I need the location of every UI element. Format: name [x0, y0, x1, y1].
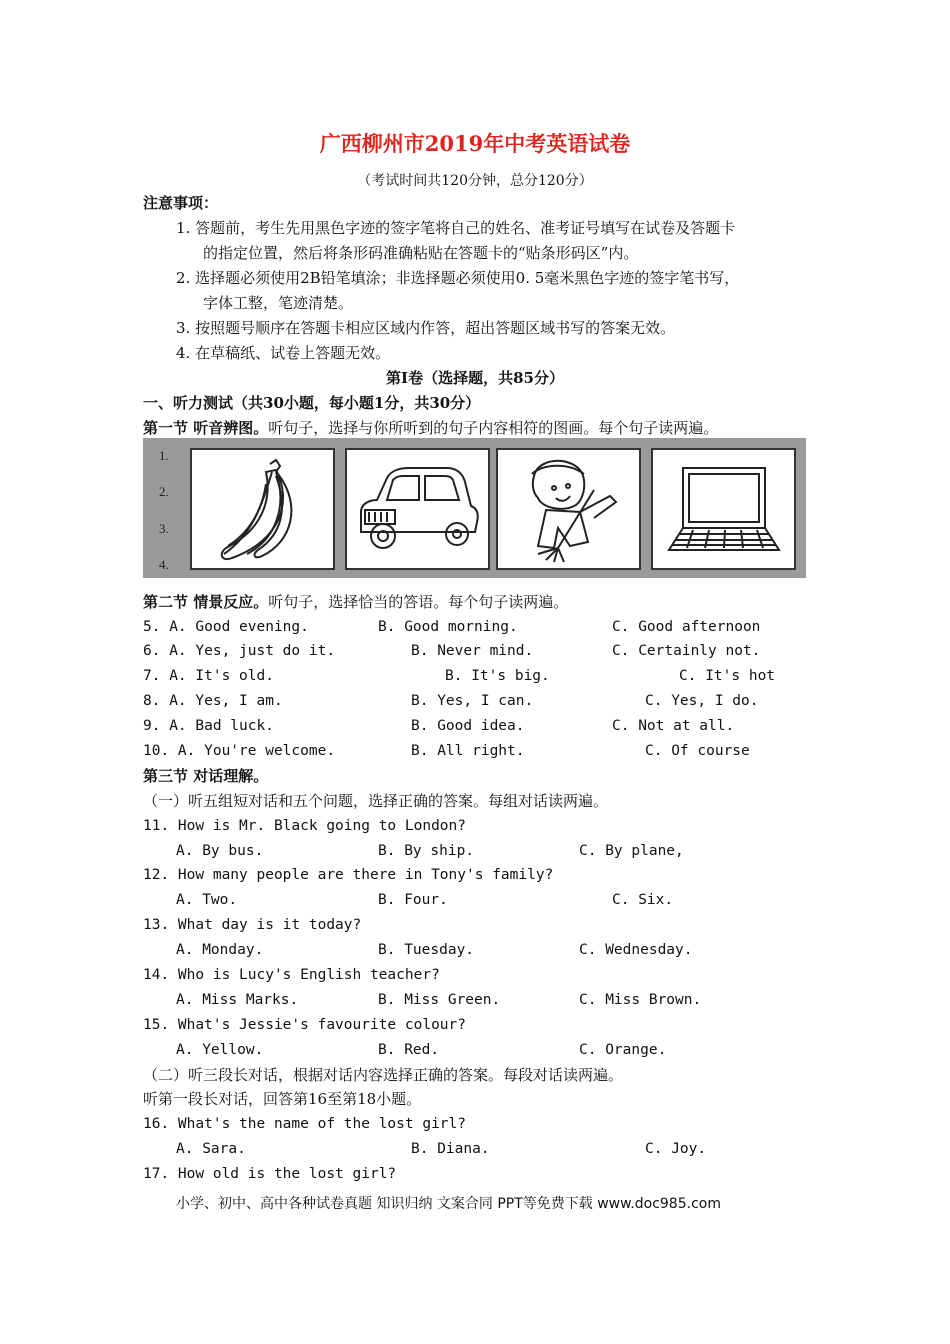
- car-icon: [347, 450, 488, 568]
- sub-part-2-instructions: （二）听三段长对话，根据对话内容选择正确的答案。每段对话读两遍。: [143, 1066, 624, 1084]
- q16-option-a: A. Sara.: [176, 1141, 246, 1157]
- q8-option-b: B. Yes, I can.: [411, 693, 534, 709]
- q13-option-a: A. Monday.: [176, 942, 264, 958]
- q7-option-b: B. It's big.: [445, 668, 550, 684]
- q5-option-c: C. Good afternoon: [612, 619, 761, 635]
- q11-option-b: B. By ship.: [378, 843, 475, 859]
- notice-item: 1. 答题前，考生先用黑色字迹的签字笔将自己的姓名、准考证号填写在试卷及答题卡: [176, 219, 736, 237]
- q10-option-c: C. Of course: [645, 743, 750, 759]
- exam-title: 广西柳州市2019年中考英语试卷: [319, 131, 631, 156]
- notice-item: 2. 选择题必须使用2B铅笔填涂；非选择题必须使用0. 5毫米黑色字迹的签字笔书写，: [176, 269, 740, 287]
- q5-option-b: B. Good morning.: [378, 619, 518, 635]
- section-label: 第一节 听音辨图。: [143, 419, 269, 437]
- car-picture: [345, 448, 490, 570]
- laptop-picture: [651, 448, 796, 570]
- q14-option-c: C. Miss Brown.: [579, 992, 702, 1008]
- q15-question: 15. What's Jessie's favourite colour?: [143, 1017, 467, 1033]
- q12-option-c: C. Six.: [612, 892, 674, 908]
- part-heading: 一、听力测试（共30小题，每小题1分，共30分）: [143, 394, 481, 412]
- listening-picture-figure: [143, 438, 806, 578]
- figure-number: 2.: [159, 484, 169, 499]
- q8-option-c: C. Yes, I do.: [645, 693, 759, 709]
- sub-part-1-instructions: （一）听五组短对话和五个问题，选择正确的答案。每组对话读两遍。: [143, 792, 609, 810]
- q14-option-a: A. Miss Marks.: [176, 992, 299, 1008]
- q13-option-c: C. Wednesday.: [579, 942, 693, 958]
- q15-option-b: B. Red.: [378, 1042, 440, 1058]
- q5-option-a: 5. A. Good evening.: [143, 619, 309, 635]
- section-label: 第二节 情景反应。: [143, 593, 269, 611]
- notice-heading: 注意事项：: [143, 194, 219, 212]
- q6-option-b: B. Never mind.: [411, 643, 534, 659]
- laptop-icon: [653, 450, 794, 568]
- q6-option-a: 6. A. Yes, just do it.: [143, 643, 336, 659]
- q9-option-b: B. Good idea.: [411, 718, 525, 734]
- q16-question: 16. What's the name of the lost girl?: [143, 1116, 467, 1132]
- q15-option-a: A. Yellow.: [176, 1042, 264, 1058]
- q11-option-c: C. By plane,: [579, 843, 684, 859]
- notice-item: 的指定位置，然后将条形码准确粘贴在答题卡的“贴条形码区”内。: [203, 244, 639, 262]
- q14-question: 14. Who is Lucy's English teacher?: [143, 967, 440, 983]
- section-1-heading: [143, 418, 718, 438]
- q13-question: 13. What day is it today?: [143, 917, 362, 933]
- section-instructions: 听句子，选择与你所听到的句子内容相符的图画。每个句子读两遍。: [268, 419, 719, 437]
- dialog-1-instructions: 听第一段长对话，回答第16至第18小题。: [143, 1090, 422, 1108]
- q12-option-b: B. Four.: [378, 892, 448, 908]
- q9-option-c: C. Not at all.: [612, 718, 735, 734]
- q17-question: 17. How old is the lost girl?: [143, 1166, 397, 1182]
- figure-number: 3.: [159, 521, 169, 536]
- notice-item: 3. 按照题号顺序在答题卡相应区域内作答，超出答题区域书写的答案无效。: [176, 319, 676, 337]
- notice-item: 4. 在草稿纸、试卷上答题无效。: [176, 344, 391, 362]
- q8-option-a: 8. A. Yes, I am.: [143, 693, 283, 709]
- q15-option-c: C. Orange.: [579, 1042, 667, 1058]
- q7-option-a: 7. A. It's old.: [143, 668, 274, 684]
- figure-number: 1.: [159, 448, 169, 463]
- q14-option-b: B. Miss Green.: [378, 992, 501, 1008]
- q13-option-b: B. Tuesday.: [378, 942, 475, 958]
- boy-sweeping-icon: [498, 450, 639, 568]
- q11-question: 11. How is Mr. Black going to London?: [143, 818, 467, 834]
- q16-option-b: B. Diana.: [411, 1141, 490, 1157]
- exam-subtitle: （考试时间共120分钟，总分120分）: [357, 173, 593, 189]
- q10-option-b: B. All right.: [411, 743, 525, 759]
- notice-item: 字体工整，笔迹清楚。: [203, 294, 354, 312]
- q9-option-a: 9. A. Bad luck.: [143, 718, 274, 734]
- q6-option-c: C. Certainly not.: [612, 643, 761, 659]
- q11-option-a: A. By bus.: [176, 843, 264, 859]
- q10-option-a: 10. A. You're welcome.: [143, 743, 336, 759]
- section-instructions: 听句子，选择恰当的答语。每个句子读两遍。: [268, 593, 569, 611]
- q12-question: 12. How many people are there in Tony's family?: [143, 867, 554, 883]
- bananas-picture: [190, 448, 335, 570]
- figure-number: 4.: [159, 557, 169, 572]
- q7-option-c: C. It's hot: [679, 668, 776, 684]
- bananas-icon: [192, 450, 333, 568]
- boy-sweeping-picture: [496, 448, 641, 570]
- section-3-heading: 第三节 对话理解。: [143, 767, 269, 785]
- volume-heading: 第Ⅰ卷（选择题，共85分）: [386, 369, 564, 387]
- section-2-heading: [143, 592, 568, 612]
- q16-option-c: C. Joy.: [645, 1141, 707, 1157]
- q12-option-a: A. Two.: [176, 892, 238, 908]
- page-footer: 小学、初中、高中各种试卷真题 知识归纳 文案合同 PPT等免费下载 www.doc985.com: [176, 1196, 721, 1212]
